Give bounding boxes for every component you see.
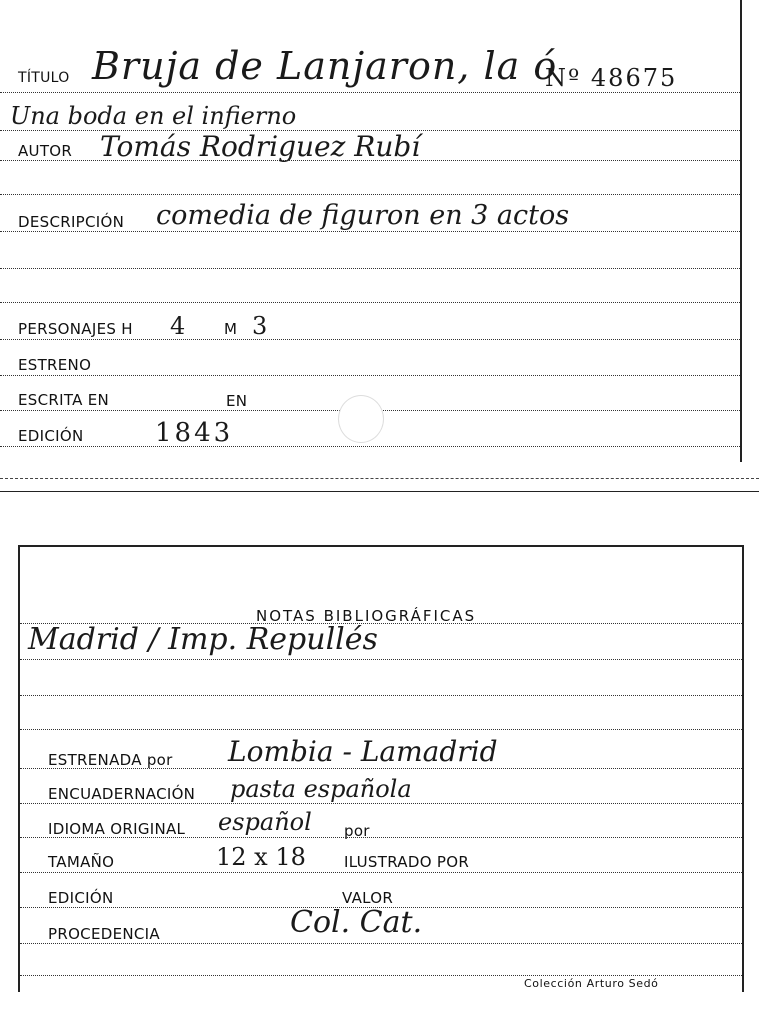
titulo-label: TÍTULO bbox=[18, 70, 70, 86]
blank-line-2 bbox=[0, 268, 740, 269]
escrita-en-label: EN bbox=[226, 392, 248, 410]
procedencia-line bbox=[20, 943, 742, 944]
procedencia-label: PROCEDENCIA bbox=[48, 925, 160, 943]
notas-line-2 bbox=[20, 695, 742, 696]
notas-heading: NOTAS BIBLIOGRÁFICAS bbox=[256, 607, 477, 625]
notas-value: Madrid / Imp. Repullés bbox=[28, 622, 378, 657]
escrita-label: ESCRITA EN bbox=[18, 391, 110, 409]
personajes-label: PERSONAJES H bbox=[18, 320, 133, 338]
encuadernacion-value: pasta española bbox=[230, 775, 412, 803]
ilustrado-label: ILUSTRADO POR bbox=[344, 853, 470, 871]
subtitulo-value: Una boda en el infierno bbox=[10, 102, 297, 130]
idioma-label: IDIOMA ORIGINAL bbox=[48, 820, 186, 838]
personajes-h-value: 4 bbox=[170, 312, 186, 340]
tamano-line bbox=[20, 872, 742, 873]
por-label: por bbox=[344, 822, 370, 840]
coleccion-footer: Colección Arturo Sedó bbox=[524, 977, 659, 990]
edicion-value: 1843 bbox=[155, 418, 234, 448]
descripcion-label: DESCRIPCIÓN bbox=[18, 213, 125, 231]
autor-value: Tomás Rodriguez Rubí bbox=[100, 130, 421, 163]
estreno-label: ESTRENO bbox=[18, 356, 92, 374]
encuadernacion-line bbox=[20, 803, 742, 804]
idioma-value: español bbox=[218, 808, 312, 836]
personajes-line bbox=[0, 339, 740, 340]
titulo-line bbox=[0, 92, 740, 93]
edicion-label: EDICIÓN bbox=[18, 427, 84, 445]
blank-line-final bbox=[20, 975, 742, 976]
catalog-card-back bbox=[18, 545, 744, 992]
blank-line-1 bbox=[0, 194, 740, 195]
estrenada-label: ESTRENADA por bbox=[48, 751, 173, 769]
estrenada-value: Lombia - Lamadrid bbox=[228, 735, 498, 768]
estreno-line bbox=[0, 375, 740, 376]
notas-line-1 bbox=[20, 659, 742, 660]
edicion-label: EDICIÓN bbox=[48, 889, 114, 907]
procedencia-value: Col. Cat. bbox=[290, 905, 423, 940]
personajes-m-label: M bbox=[224, 320, 238, 338]
descripcion-value: comedia de figuron en 3 actos bbox=[156, 200, 570, 231]
blank-line-3 bbox=[0, 302, 740, 303]
descripcion-line bbox=[0, 231, 740, 232]
tamano-value: 12 x 18 bbox=[216, 843, 306, 871]
valor-label: VALOR bbox=[342, 889, 394, 907]
notas-line-3 bbox=[20, 729, 742, 730]
encuadernacion-label: ENCUADERNACIÓN bbox=[48, 785, 196, 803]
edicion-line bbox=[0, 446, 740, 447]
tamano-label: TAMAÑO bbox=[48, 853, 115, 871]
titulo-value: Bruja de Lanjaron, la ó bbox=[92, 44, 558, 88]
idioma-line bbox=[20, 837, 742, 838]
catalog-card-front bbox=[0, 0, 742, 462]
card-separator-2 bbox=[0, 491, 759, 492]
estrenada-line bbox=[20, 768, 742, 769]
personajes-m-value: 3 bbox=[252, 312, 268, 340]
card-separator-1 bbox=[0, 478, 759, 479]
autor-label: AUTOR bbox=[18, 142, 73, 160]
hole-punch bbox=[338, 395, 384, 443]
registro-numero: Nº 48675 bbox=[545, 64, 678, 92]
